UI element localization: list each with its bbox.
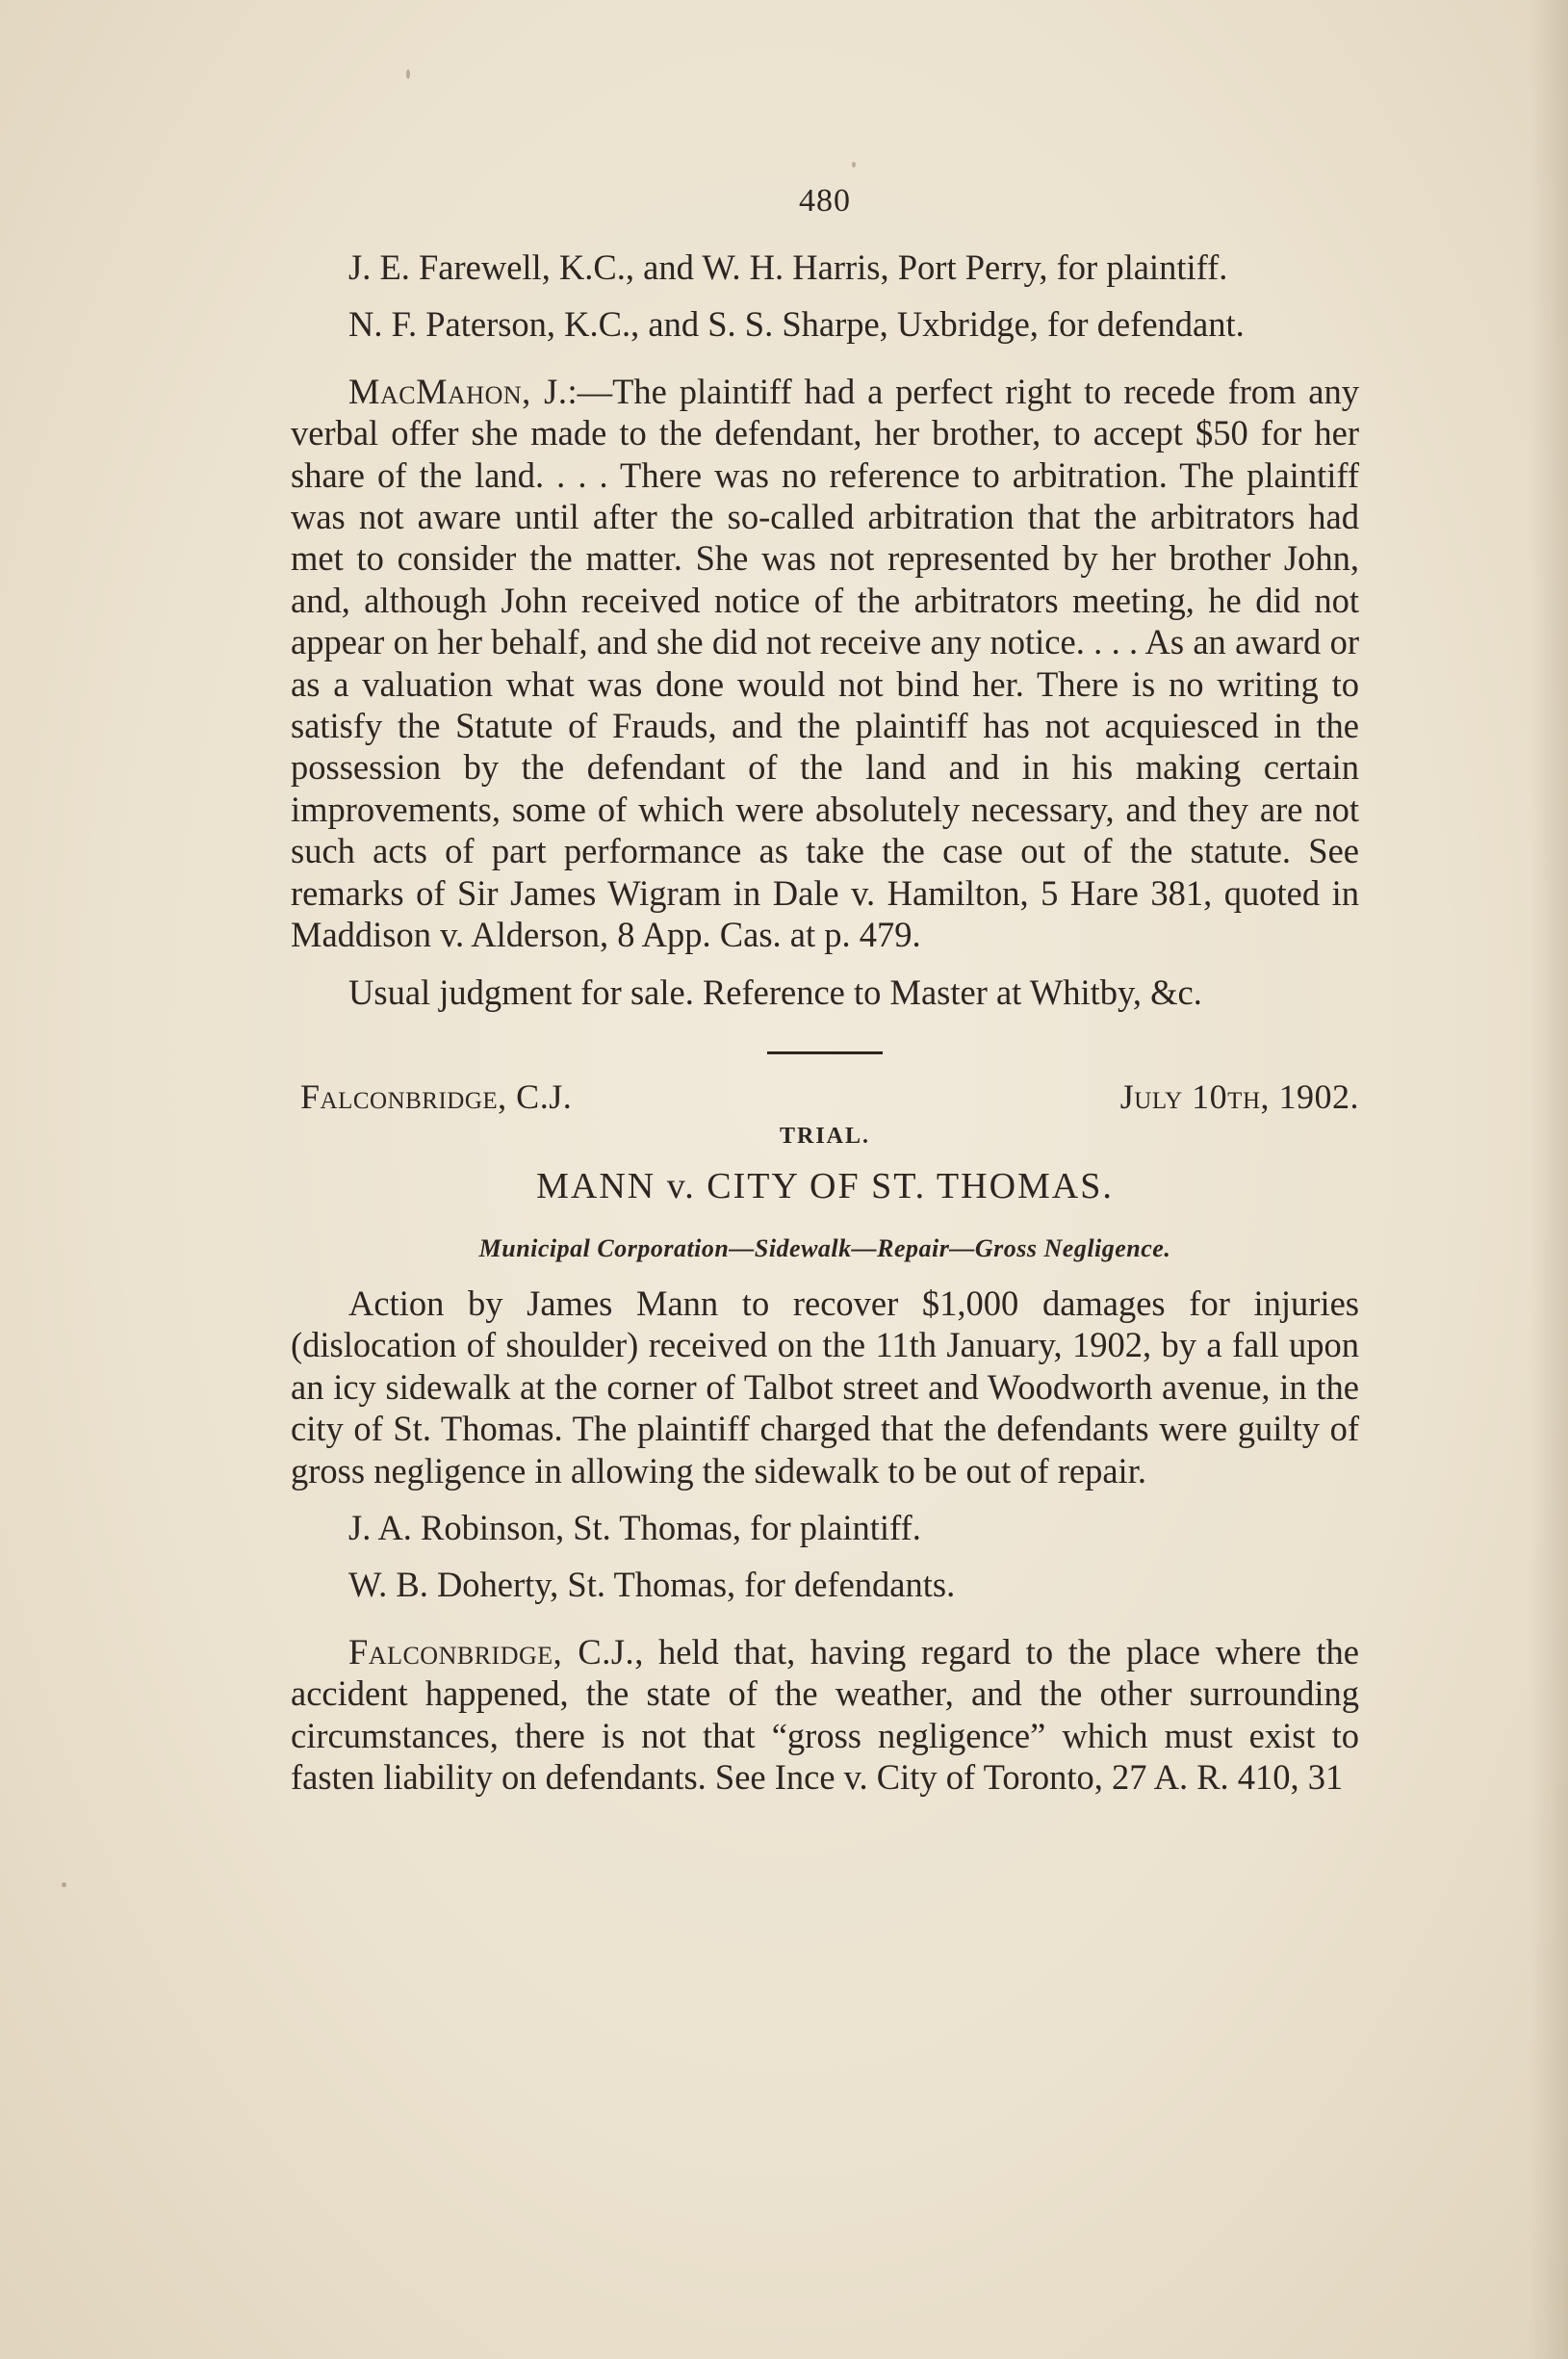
case-header xyxy=(291,1076,1359,1118)
case-judgment-judge: Falconbridge, C.J. xyxy=(348,1631,635,1672)
trial-label: TRIAL. xyxy=(779,1123,871,1149)
section-rule xyxy=(767,1051,883,1054)
counsel-defendant: N. F. Paterson, K.C., and S. S. Sharpe, Uxbridge, for defendant. xyxy=(348,304,1245,345)
text-column xyxy=(291,173,1359,1798)
judge-name: MacMahon, J. xyxy=(348,371,568,411)
ink-speck xyxy=(406,69,410,79)
case-judgment xyxy=(291,1631,1359,1799)
case-date: July 10th, 1902. xyxy=(1119,1076,1359,1116)
judgment-text: :—The plaintiff had a perfect right to recede from any verbal offer she made to the defendant, her brother, to accept $50 for her share of the land. . . . There was no reference to arbitration. The plaintiff was not aware until after the so-called arbitration that the arbitrators had met to consider the matter. She was not represented by her brother John, and, although John received notice of the arbitrators meeting, he did not appear on her behalf, and she did not receive any notice. . . . As an award or as a valuation what was done would not bind her. There is no writing to satisfy the Statute of Frauds, and the plaintiff has not acquiesced in the possession by the defendant of the land and in his making certain improvements, some of which were absolutely necessary, and they are not such acts of part performance as take the case out of the statute. See remarks of Sir James Wigram in Dale v. Hamilton, 5 Hare 381, quoted in Maddison v. Alderson, 8 App. Cas. at p. 479. xyxy=(291,371,1359,955)
ink-speck xyxy=(852,162,856,168)
judgment-macmahon xyxy=(291,371,1359,956)
case-facts: Action by James Mann to recover $1,000 damages for injuries (dislocation of shoulder) received on the 11th January, 1902, by a fall upon an icy sidewalk at the corner of Talbot street and Woodworth avenue, in the city of St. Thomas. The plaintiff charged that the defendants were guilty of gross negligence in allowing the sidewalk to be out of repair. xyxy=(291,1283,1359,1491)
case-counsel-defendants: W. B. Doherty, St. Thomas, for defendants. xyxy=(348,1565,956,1605)
case-judgment-text: , held that, having regard to the place where the accident happened, the state of the weather, and the other surrounding circumstances, there is not that “gross negligence” which must exist to fasten liability on defendants. See Ince v. City of Toronto, 27 A. R. 410, 31 xyxy=(291,1631,1359,1797)
case-counsel-plaintiff: J. A. Robinson, St. Thomas, for plaintiff. xyxy=(348,1507,921,1547)
counsel-plaintiff: J. E. Farewell, K.C., and W. H. Harris, Port Perry, for plaintiff. xyxy=(348,247,1228,287)
usual-judgment: Usual judgment for sale. Reference to Master at Whitby, &c. xyxy=(348,972,1202,1012)
ink-speck xyxy=(62,1882,66,1887)
case-headnote: Municipal Corporation—Sidewalk—Repair—Gross Negligence. xyxy=(478,1233,1171,1262)
case-judge: Falconbridge, C.J. xyxy=(300,1076,573,1116)
case-title: MANN v. CITY OF ST. THOMAS. xyxy=(536,1165,1114,1206)
page-number: 480 xyxy=(799,183,851,219)
